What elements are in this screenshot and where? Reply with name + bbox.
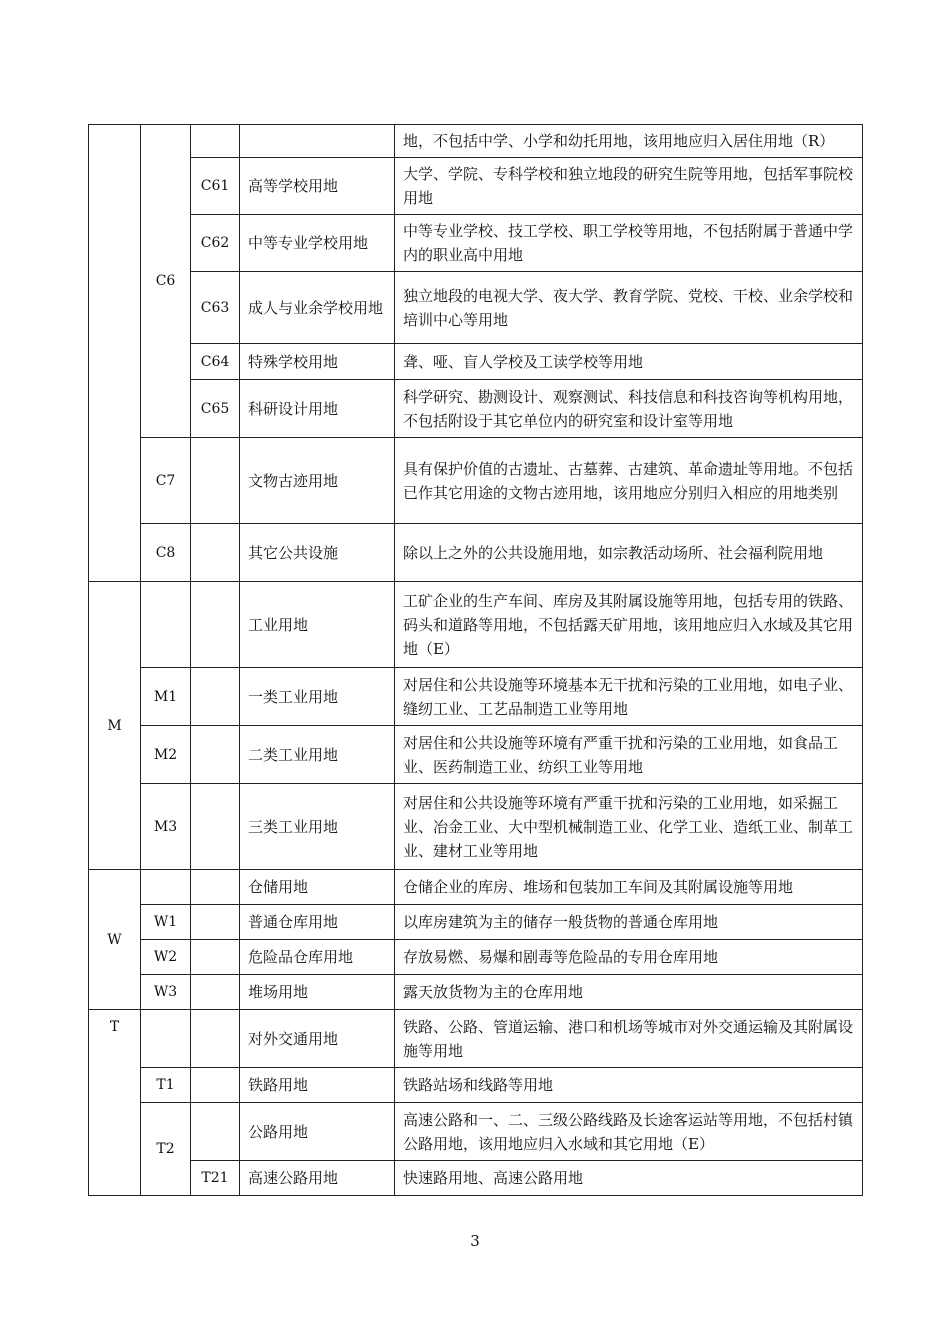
table-row	[89, 582, 863, 668]
class-name-cell: 成人与业余学校用地	[240, 272, 395, 344]
sub-class-code-cell: C64	[191, 344, 240, 380]
table-row	[89, 215, 863, 272]
sub-class-code-cell: C63	[191, 272, 240, 344]
class-name-cell: 中等专业学校用地	[240, 215, 395, 272]
class-name-cell: 对外交通用地	[240, 1010, 395, 1068]
sub-class-code-cell	[191, 905, 240, 940]
mid-class-code-cell: W3	[141, 975, 191, 1010]
class-description-cell: 具有保护价值的古遗址、古墓葬、古建筑、革命遗址等用地。不包括已作其它用途的文物古迹用地，该用地应分别归入相应的用地类别	[395, 438, 863, 524]
class-description-cell: 铁路站场和线路等用地	[395, 1068, 863, 1103]
sub-class-code-cell: C62	[191, 215, 240, 272]
major-class-code-cell	[89, 125, 141, 582]
mid-class-code-cell	[141, 582, 191, 668]
mid-class-code-cell: W2	[141, 940, 191, 975]
class-name-cell: 公路用地	[240, 1103, 395, 1161]
table-row	[89, 1068, 863, 1103]
class-name-cell: 特殊学校用地	[240, 344, 395, 380]
mid-class-code-cell	[141, 870, 191, 905]
table-row	[89, 272, 863, 344]
sub-class-code-cell	[191, 125, 240, 158]
mid-class-code-cell: C8	[141, 524, 191, 582]
class-description-cell: 露天放货物为主的仓库用地	[395, 975, 863, 1010]
major-class-code-cell: W	[89, 870, 141, 1010]
class-description-cell: 科学研究、勘测设计、观察测试、科技信息和科技咨询等机构用地，不包括附设于其它单位内的研究室和设计室等用地	[395, 380, 863, 438]
mid-class-code-cell: T2	[141, 1103, 191, 1196]
class-description-cell: 中等专业学校、技工学校、职工学校等用地，不包括附属于普通中学内的职业高中用地	[395, 215, 863, 272]
class-name-cell: 二类工业用地	[240, 726, 395, 784]
sub-class-code-cell	[191, 1103, 240, 1161]
sub-class-code-cell	[191, 524, 240, 582]
class-description-cell: 仓储企业的库房、堆场和包装加工车间及其附属设施等用地	[395, 870, 863, 905]
class-description-cell: 除以上之外的公共设施用地，如宗教活动场所、社会福利院用地	[395, 524, 863, 582]
class-name-cell: 堆场用地	[240, 975, 395, 1010]
class-name-cell: 高速公路用地	[240, 1161, 395, 1196]
class-description-cell: 对居住和公共设施等环境有严重干扰和污染的工业用地，如采掘工业、冶金工业、大中型机械制造工业、化学工业、造纸工业、制革工业、建材工业等用地	[395, 784, 863, 870]
table-row	[89, 158, 863, 215]
table-row	[89, 940, 863, 975]
class-name-cell: 高等学校用地	[240, 158, 395, 215]
table-row	[89, 1161, 863, 1196]
table-row	[89, 524, 863, 582]
major-class-code-cell: M	[89, 582, 141, 870]
class-description-cell: 存放易燃、易爆和剧毒等危险品的专用仓库用地	[395, 940, 863, 975]
table-row	[89, 870, 863, 905]
class-description-cell: 对居住和公共设施等环境有严重干扰和污染的工业用地，如食品工业、医药制造工业、纺织工业等用地	[395, 726, 863, 784]
sub-class-code-cell	[191, 1010, 240, 1068]
class-name-cell: 文物古迹用地	[240, 438, 395, 524]
sub-class-code-cell: T21	[191, 1161, 240, 1196]
page-number: 3	[470, 1232, 480, 1250]
mid-class-code-cell: W1	[141, 905, 191, 940]
class-name-cell: 一类工业用地	[240, 668, 395, 726]
class-name-cell: 其它公共设施	[240, 524, 395, 582]
sub-class-code-cell	[191, 975, 240, 1010]
class-name-cell	[240, 125, 395, 158]
class-name-cell: 铁路用地	[240, 1068, 395, 1103]
class-description-cell: 独立地段的电视大学、夜大学、教育学院、党校、干校、业余学校和培训中心等用地	[395, 272, 863, 344]
mid-class-code-cell: C7	[141, 438, 191, 524]
class-name-cell: 三类工业用地	[240, 784, 395, 870]
sub-class-code-cell: C61	[191, 158, 240, 215]
sub-class-code-cell	[191, 940, 240, 975]
class-description-cell: 高速公路和一、二、三级公路线路及长途客运站等用地，不包括村镇公路用地，该用地应归入水域和其它用地（E）	[395, 1103, 863, 1161]
mid-class-code-cell: T1	[141, 1068, 191, 1103]
table-row	[89, 668, 863, 726]
class-description-cell: 工矿企业的生产车间、库房及其附属设施等用地，包括专用的铁路、码头和道路等用地，不包括露天矿用地，该用地应归入水域及其它用地（E）	[395, 582, 863, 668]
table-row	[89, 975, 863, 1010]
mid-class-code-cell: C6	[141, 125, 191, 438]
class-description-cell: 铁路、公路、管道运输、港口和机场等城市对外交通运输及其附属设施等用地	[395, 1010, 863, 1068]
table-row	[89, 438, 863, 524]
sub-class-code-cell	[191, 1068, 240, 1103]
sub-class-code-cell	[191, 582, 240, 668]
table-row	[89, 1103, 863, 1161]
table-row	[89, 1010, 863, 1068]
table-row	[89, 380, 863, 438]
sub-class-code-cell	[191, 726, 240, 784]
table-row	[89, 125, 863, 158]
class-name-cell: 普通仓库用地	[240, 905, 395, 940]
mid-class-code-cell: M3	[141, 784, 191, 870]
sub-class-code-cell	[191, 870, 240, 905]
table-row	[89, 344, 863, 380]
major-class-code-cell: T	[89, 1010, 141, 1196]
table-row	[89, 726, 863, 784]
class-description-cell: 地，不包括中学、小学和幼托用地，该用地应归入居住用地（R）	[395, 125, 863, 158]
sub-class-code-cell	[191, 438, 240, 524]
sub-class-code-cell	[191, 668, 240, 726]
sub-class-code-cell	[191, 784, 240, 870]
class-name-cell: 仓储用地	[240, 870, 395, 905]
land-use-classification-table	[88, 124, 863, 1196]
class-name-cell: 危险品仓库用地	[240, 940, 395, 975]
mid-class-code-cell: M1	[141, 668, 191, 726]
class-description-cell: 聋、哑、盲人学校及工读学校等用地	[395, 344, 863, 380]
table-row	[89, 905, 863, 940]
table-row	[89, 784, 863, 870]
class-name-cell: 科研设计用地	[240, 380, 395, 438]
class-description-cell: 大学、学院、专科学校和独立地段的研究生院等用地，包括军事院校用地	[395, 158, 863, 215]
class-name-cell: 工业用地	[240, 582, 395, 668]
sub-class-code-cell: C65	[191, 380, 240, 438]
mid-class-code-cell: M2	[141, 726, 191, 784]
mid-class-code-cell	[141, 1010, 191, 1068]
class-description-cell: 对居住和公共设施等环境基本无干扰和污染的工业用地，如电子业、缝纫工业、工艺品制造工业等用地	[395, 668, 863, 726]
class-description-cell: 快速路用地、高速公路用地	[395, 1161, 863, 1196]
class-description-cell: 以库房建筑为主的储存一般货物的普通仓库用地	[395, 905, 863, 940]
